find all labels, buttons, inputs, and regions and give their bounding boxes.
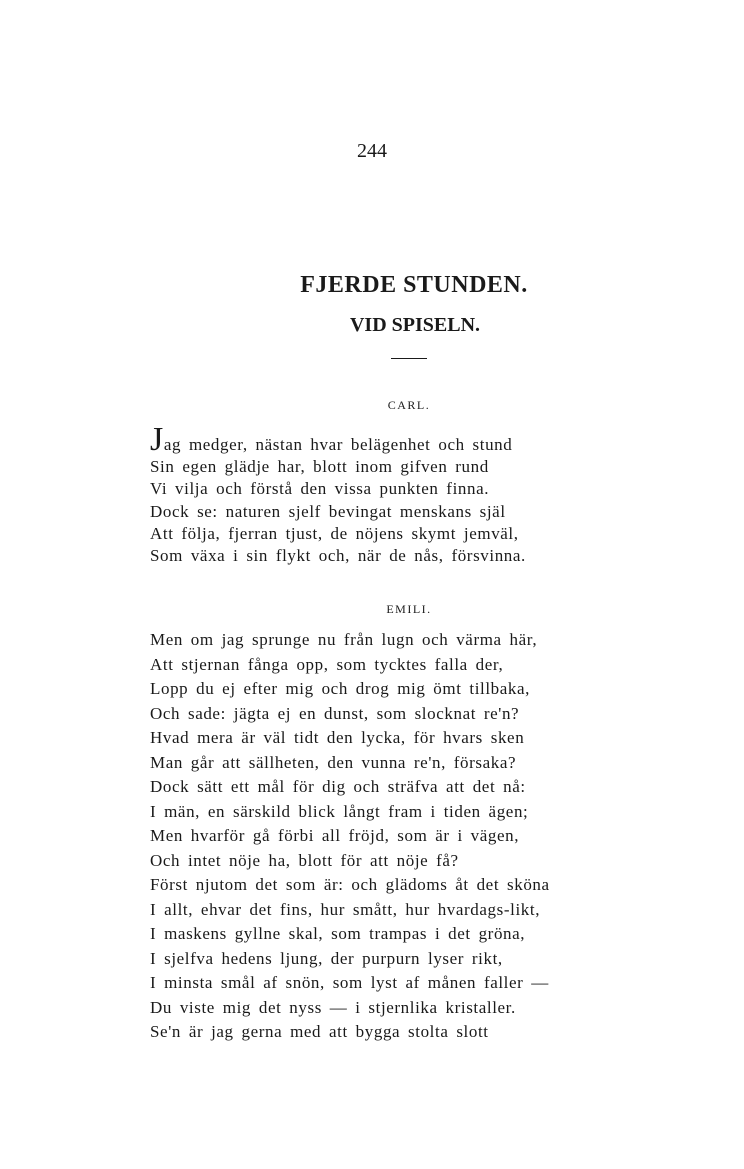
- stanza-carl: [150, 421, 526, 567]
- verse-line: Först njutom det som är: och glädoms åt det sköna: [150, 875, 550, 894]
- verse-line: Hvad mera är väl tidt den lycka, för hvars sken: [150, 728, 525, 747]
- verse-line: Dock se: naturen sjelf bevingat menskans själ: [150, 501, 506, 521]
- verse-line: Lopp du ej efter mig och drog mig ömt tillbaka,: [150, 679, 531, 698]
- verse-line: Vi vilja och förstå den vissa punkten finna.: [150, 479, 490, 499]
- verse-line: Men om jag sprunge nu från lugn och värma här,: [150, 630, 538, 649]
- verse-line: [150, 421, 526, 458]
- speaker-label-carl: CARL.: [387, 398, 431, 412]
- page-number: 244: [357, 140, 387, 162]
- verse-line: Att följa, fjerran tjust, de nöjens skymt jemväl,: [150, 523, 519, 543]
- verse-line: I minsta smål af snön, som lyst af månen faller —: [150, 973, 549, 992]
- drop-cap: J: [150, 421, 164, 458]
- verse-line: Dock sätt ett mål för dig och sträfva att det nå:: [150, 777, 526, 796]
- verse-line: Men hvarför gå förbi all fröjd, som är i vägen,: [150, 826, 520, 845]
- verse-line: I män, en särskild blick långt fram i tiden ägen;: [150, 801, 529, 821]
- verse-line: Att stjernan fånga opp, som tycktes falla der,: [150, 654, 504, 674]
- verse-line: I maskens gyllne skal, som trampas i det gröna,: [150, 924, 526, 943]
- verse-line: Och intet nöje ha, blott för att nöje få?: [150, 850, 459, 870]
- verse-line: I sjelfva hedens ljung, der purpurn lyser rikt,: [150, 948, 503, 968]
- verse-line-text: ag medger, nästan hvar belägenhet och stund: [163, 435, 513, 454]
- verse-line: Som växa i sin flykt och, när de nås, försvinna.: [150, 546, 526, 566]
- verse-line: I allt, ehvar det fins, hur smått, hur hvardags-likt,: [150, 899, 541, 919]
- verse-line: Man går att sällheten, den vunna re'n, försaka?: [150, 752, 517, 772]
- verse-line: Och sade: jägta ej en dunst, som slocknat re'n?: [150, 703, 520, 723]
- stanza-emili: [150, 628, 550, 1045]
- verse-line: Sin egen glädje har, blott inom gifven rund: [150, 457, 489, 477]
- verse-line: Du viste mig det nyss — i stjernlika kristaller.: [150, 997, 516, 1017]
- verse-line: Se'n är jag gerna med att bygga stolta slott: [150, 1022, 489, 1041]
- chapter-subtitle: VID SPISELN.: [349, 314, 481, 336]
- speaker-label-emili: EMILI.: [386, 602, 432, 616]
- chapter-title: FJERDE STUNDEN.: [300, 272, 528, 298]
- title-divider: [391, 358, 427, 359]
